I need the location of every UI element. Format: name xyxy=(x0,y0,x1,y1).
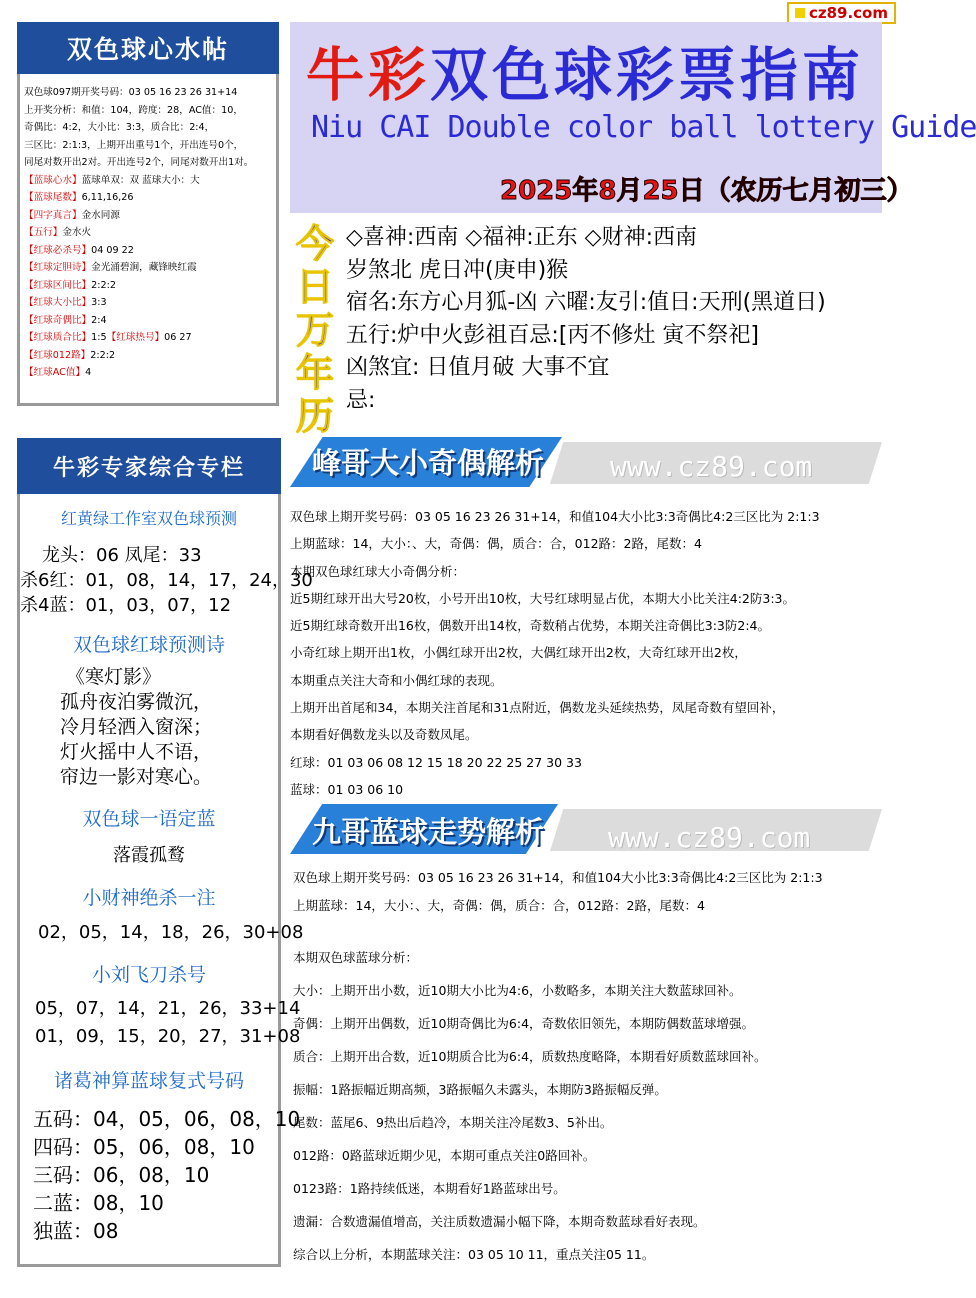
poem-line: 《寒灯影》 xyxy=(66,666,162,688)
tag-value: 2:2:2 xyxy=(90,349,116,361)
almanac-char: 历 xyxy=(295,393,334,438)
zhuge-title: 诸葛神算蓝球复式号码 xyxy=(53,1070,244,1092)
almanac-char: 万 xyxy=(295,307,334,352)
section2-banner xyxy=(290,804,882,854)
zhuge-line: 二蓝：08，10 xyxy=(33,1191,164,1215)
dragon-phoenix: 龙头：06 凤尾：33 xyxy=(42,545,202,566)
section2-content xyxy=(293,868,823,1278)
red-ball-picks: 红球：01 03 06 08 12 15 18 20 22 25 27 30 33 xyxy=(290,754,582,770)
section1-title: 峰哥大小奇偶解析 xyxy=(312,446,545,480)
section1-banner xyxy=(290,437,882,487)
oneword: 落霞孤鹜 xyxy=(113,845,185,866)
caishen-title: 小财神绝杀一注 xyxy=(82,887,216,909)
info-line: 奇偶比：4:2，大小比：3:3，质合比：2:4， xyxy=(24,122,215,133)
analysis-line: 近5期红球开出大号20枚，小号开出10枚，大号红球明显占优，本期大小比关注4:2防3:3。 xyxy=(290,590,796,606)
analysis-line: 小奇红球上期开出1枚，小偶红球开出2枚，大偶红球开出2枚，大奇红球开出2枚， xyxy=(290,645,747,661)
analysis-line: 上期开出首尾和34，本期关注首尾和31点附近，偶数龙头延续热势，凤尾奇数有望回补， xyxy=(290,700,785,716)
tag-line xyxy=(24,189,276,207)
tag-value: 蓝球单双：双 蓝球大小：大 xyxy=(81,174,200,186)
info-line: 同尾对数开出2对。开出连号2个，同尾对数开出1对。 xyxy=(24,157,254,168)
tag-line xyxy=(24,277,276,295)
tag-label: 【五行】 xyxy=(24,227,63,238)
section1-url[interactable]: www.cz89.com xyxy=(610,450,813,483)
zhuge-numbers xyxy=(33,1105,300,1245)
heart-post-content xyxy=(24,84,276,382)
poem-title: 双色球红球预测诗 xyxy=(72,634,225,656)
site-badge-label: cz89.com xyxy=(808,4,888,22)
blue-ball-summary: 综合以上分析，本期蓝球关注：03 05 10 11，重点关注05 11。 xyxy=(293,1247,655,1262)
heart-post-title: 双色球心水帖 xyxy=(17,22,279,74)
tag-value: 金水火 xyxy=(62,227,92,238)
analysis-line: 尾数：蓝尾6、9热出后趋冷，本期关注冷尾数3、5补出。 xyxy=(293,1115,613,1130)
page-title xyxy=(306,28,876,112)
section1-content xyxy=(290,503,820,803)
tag-label: 【蓝球心水】 xyxy=(24,174,82,186)
analysis-line: 大小：上期开出小数，近10期大小比为4:6，小数略多，本期关注大数蓝球回补。 xyxy=(293,983,742,998)
tag-value: 1:5 xyxy=(91,332,107,343)
tag-value: 2:4 xyxy=(91,314,107,326)
liu-numbers xyxy=(35,995,300,1051)
tag-value: 4 xyxy=(85,367,92,378)
poem-line: 帘边一影对寒心。 xyxy=(60,766,213,788)
almanac-content xyxy=(346,222,826,417)
caishen-numbers: 02，05，14，18，26，30+08 xyxy=(38,922,304,943)
analysis-line: 0123路：1路持续低迷，本期看好1路蓝球出号。 xyxy=(293,1181,566,1196)
analysis-line: 双色球上期开奖号码：03 05 16 23 26 31+14，和值104大小比3:3奇偶比4:2三区比为 2:1:3 xyxy=(290,509,820,524)
analysis-line: 双色球上期开奖号码：03 05 16 23 26 31+14，和值104大小比3:3奇偶比4:2三区比为 2:1:3 xyxy=(293,870,823,885)
poem xyxy=(60,665,213,790)
tag-line xyxy=(24,224,276,242)
tag-line xyxy=(24,294,276,312)
tag-label: 【红球大小比】 xyxy=(24,297,92,308)
analysis-line: 本期看好偶数龙头以及奇数凤尾。 xyxy=(290,727,478,743)
liu-title: 小刘飞刀杀号 xyxy=(91,964,206,986)
almanac-char: 日 xyxy=(295,264,334,309)
english-title: Niu CAI Double color ball lottery Guide xyxy=(311,110,976,145)
oneword-title: 双色球一语定蓝 xyxy=(82,808,216,830)
tag-value: 04 09 22 xyxy=(91,244,134,256)
section2-title: 九哥蓝球走势解析 xyxy=(312,815,545,849)
analysis-line: 振幅：1路振幅近期高频，3路振幅久未露头，本期防3路振幅反弹。 xyxy=(293,1082,667,1097)
tag-line xyxy=(24,172,276,190)
almanac-tag xyxy=(290,222,340,437)
tag-value: 金水同源 xyxy=(81,209,120,221)
analysis-line: 近5期红球奇数开出16枚，偶数开出14枚，奇数稍占优势，本期关注奇偶比3:3防2:4。 xyxy=(290,618,771,634)
info-line: 上开奖分析：和值：104，跨度：28，AC值：10， xyxy=(24,104,243,116)
kill-blue: 杀4蓝：01，03，07，12 xyxy=(20,595,232,616)
info-line: 双色球097期开奖号码：03 05 16 23 26 31+14 xyxy=(24,87,238,98)
tag-label: 【红球AC值】 xyxy=(24,367,86,378)
tag-line xyxy=(24,259,276,277)
tag-label: 【红球定胆诗】 xyxy=(24,262,92,273)
analysis-line: 遗漏：合数遗漏值增高，关注质数遗漏小幅下降，本期奇数蓝球看好表现。 xyxy=(293,1214,706,1229)
almanac-line: 五行:炉中火彭祖百忌:[丙不修灶 寅不祭祀] xyxy=(346,322,759,348)
tag-line xyxy=(24,364,276,382)
expert-column-title: 牛彩专家综合专栏 xyxy=(17,438,281,494)
analysis-line: 奇偶：上期开出偶数，近10期奇偶比为6:4，奇数依旧领先，本期防偶数蓝球增强。 xyxy=(293,1016,755,1031)
tag-label: 【红球热号】 xyxy=(106,332,165,343)
almanac-line: ◇喜神:西南 ◇福神:正东 ◇财神:西南 xyxy=(346,225,697,250)
blue-ball-picks: 蓝球：01 03 06 10 xyxy=(290,781,404,797)
tag-line xyxy=(24,329,276,347)
tag-value: 金光涌碧涧，藏锋映红霞 xyxy=(91,262,197,273)
tag-label: 【红球012路】 xyxy=(24,349,91,361)
tag-label: 【红球奇偶比】 xyxy=(24,314,92,326)
liu-line: 01，09，15，20，27，31+08 xyxy=(35,1026,301,1047)
poem-line: 冷月轻洒入窗深； xyxy=(60,716,213,738)
analysis-line: 012路：0路蓝球近期少见，本期可重点关注0路回补。 xyxy=(293,1148,596,1163)
almanac-line: 宿名:东方心月狐-凶 六曜:友引:值日:天刑(黑道日) xyxy=(346,290,826,315)
tag-value: 3:3 xyxy=(91,297,107,308)
zhuge-line: 五码：04，05，06，08，10 xyxy=(33,1107,301,1131)
tag-value: 2:2:2 xyxy=(91,279,116,291)
issue-date: 2025年8月25日（农历七月初三） xyxy=(500,176,913,206)
section2-url[interactable]: www.cz89.com xyxy=(608,821,811,854)
tag-line xyxy=(24,347,276,365)
almanac-line: 岁煞北 虎日冲(庚申)猴 xyxy=(346,257,569,283)
liu-line: 05，07，14，21，26，33+14 xyxy=(35,998,301,1019)
studio-title: 红黄绿工作室双色球预测 xyxy=(60,509,237,528)
tag-value: 06 27 xyxy=(164,332,192,343)
almanac-line: 凶煞宜: 日值月破 大事不宜 xyxy=(346,355,610,380)
poem-line: 灯火摇中人不语， xyxy=(60,741,213,763)
almanac-char: 今 xyxy=(295,221,334,266)
tag-value: 6,11,16,26 xyxy=(81,192,134,203)
title-main: 双色球彩票指南 xyxy=(430,41,865,109)
tag-line xyxy=(24,242,276,260)
tag-label: 【红球必杀号】 xyxy=(24,244,92,256)
title-brand: 牛彩 xyxy=(306,41,431,109)
info-line: 三区比：2:1:3，上期开出重号1个，开出连号0个， xyxy=(24,139,244,151)
kill-red: 杀6红：01，08，14，17，24，30 xyxy=(20,570,313,591)
tag-line xyxy=(24,207,276,225)
badge-square-icon xyxy=(795,8,805,18)
analysis-line: 本期双色球红球大小奇偶分析： xyxy=(290,563,466,579)
analysis-line: 上期蓝球：14，大小：、大，奇偶：偶，质合：合，012路：2路，尾数：4 xyxy=(293,898,705,913)
zhuge-line: 四码：05，06，08，10 xyxy=(33,1135,255,1159)
tag-line xyxy=(24,312,276,330)
analysis-line: 本期双色球蓝球分析： xyxy=(293,950,419,965)
tag-label: 【红球质合比】 xyxy=(24,332,92,343)
poem-line: 孤舟夜泊雾微沉， xyxy=(60,691,213,713)
analysis-line: 上期蓝球：14，大小：、大，奇偶：偶，质合：合，012路：2路，尾数：4 xyxy=(290,536,702,552)
site-badge[interactable] xyxy=(787,2,896,24)
analysis-line: 质合：上期开出合数，近10期质合比为6:4，质数热度略降，本期看好质数蓝球回补。 xyxy=(293,1049,767,1064)
almanac-line: 忌: xyxy=(346,387,376,413)
tag-label: 【四字真言】 xyxy=(24,209,82,221)
almanac-char: 年 xyxy=(295,350,334,395)
zhuge-line: 独蓝：08 xyxy=(33,1219,119,1243)
tag-label: 【红球区间比】 xyxy=(24,279,92,291)
analysis-line: 本期重点关注大奇和小偶红球的表现。 xyxy=(290,672,503,688)
tag-label: 【蓝球尾数】 xyxy=(24,192,82,203)
zhuge-line: 三码：06，08，10 xyxy=(33,1163,210,1187)
